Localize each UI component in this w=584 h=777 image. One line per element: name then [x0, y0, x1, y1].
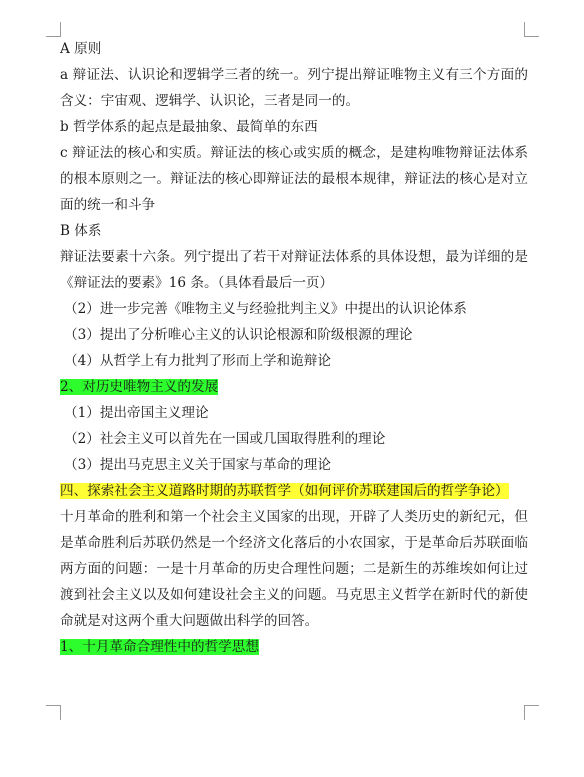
- list-item-1-imperialism: （1）提出帝国主义理论: [64, 405, 209, 421]
- heading-a-principle: A 原则: [60, 41, 102, 57]
- document-body: [60, 36, 528, 660]
- paragraph-c-core: c 辩证法的核心和实质。辩证法的核心或实质的概念，是建构唯物辩证法体系的根本原则之一。辩证法的核心即辩证法的最根本规律，辩证法的核心是对立面的统一和斗争: [60, 145, 528, 213]
- crop-mark-top-left: [46, 22, 61, 37]
- highlight-green: 1、十月革命合理性中的哲学思想: [60, 639, 259, 655]
- crop-mark-bottom-left: [46, 705, 61, 720]
- heading-historical-materialism: [60, 374, 528, 400]
- list-item-2-socialism-one-country: （2）社会主义可以首先在一国或几国取得胜利的理论: [64, 431, 386, 447]
- highlight-green: 2、对历史唯物主义的发展: [60, 379, 219, 395]
- crop-mark-bottom-right: [524, 705, 539, 720]
- list-item-4-metaphysics-critique: （4）从哲学上有力批判了形而上学和诡辩论: [64, 353, 331, 369]
- highlight-yellow: 四、探索社会主义道路时期的苏联哲学（如何评价苏联建国后的哲学争论）: [60, 483, 509, 499]
- paragraph-october-revolution: 十月革命的胜利和第一个社会主义国家的出现，开辟了人类历史的新纪元，但是革命胜利后苏联仍然是一个经济文化落后的小农国家，于是革命后苏联面临两方面的问题：一是十月革命的历史合理性问题；二是新生的苏维埃如何让过渡到社会主义以及如何建设社会主义的问题。马克思主义哲学在新时代的新使命就是对这两个重大问题做出科学的回答。: [60, 509, 528, 629]
- paragraph-a-unity: a 辩证法、认识论和逻辑学三者的统一。列宁提出辩证唯物主义有三个方面的含义：宇宙观、逻辑学、认识论，三者是同一的。: [60, 67, 528, 109]
- list-item-3-state-revolution: （3）提出马克思主义关于国家与革命的理论: [64, 457, 331, 473]
- crop-mark-top-right: [524, 22, 539, 37]
- list-item-3-idealism-roots: （3）提出了分析唯心主义的认识论根源和阶级根源的理论: [64, 327, 413, 343]
- heading-soviet-philosophy: [60, 478, 528, 504]
- paragraph-sixteen-elements: 辩证法要素十六条。列宁提出了若干对辩证法体系的具体设想，最为详细的是《辩证法的要素》16 条。（具体看最后一页）: [60, 249, 528, 291]
- heading-b-system: B 体系: [60, 223, 102, 239]
- list-item-2-epistemology: （2）进一步完善《唯物主义与经验批判主义》中提出的认识论体系: [64, 301, 467, 317]
- heading-october-rationality: [60, 634, 528, 660]
- paragraph-b-starting-point: b 哲学体系的起点是最抽象、最简单的东西: [60, 119, 318, 135]
